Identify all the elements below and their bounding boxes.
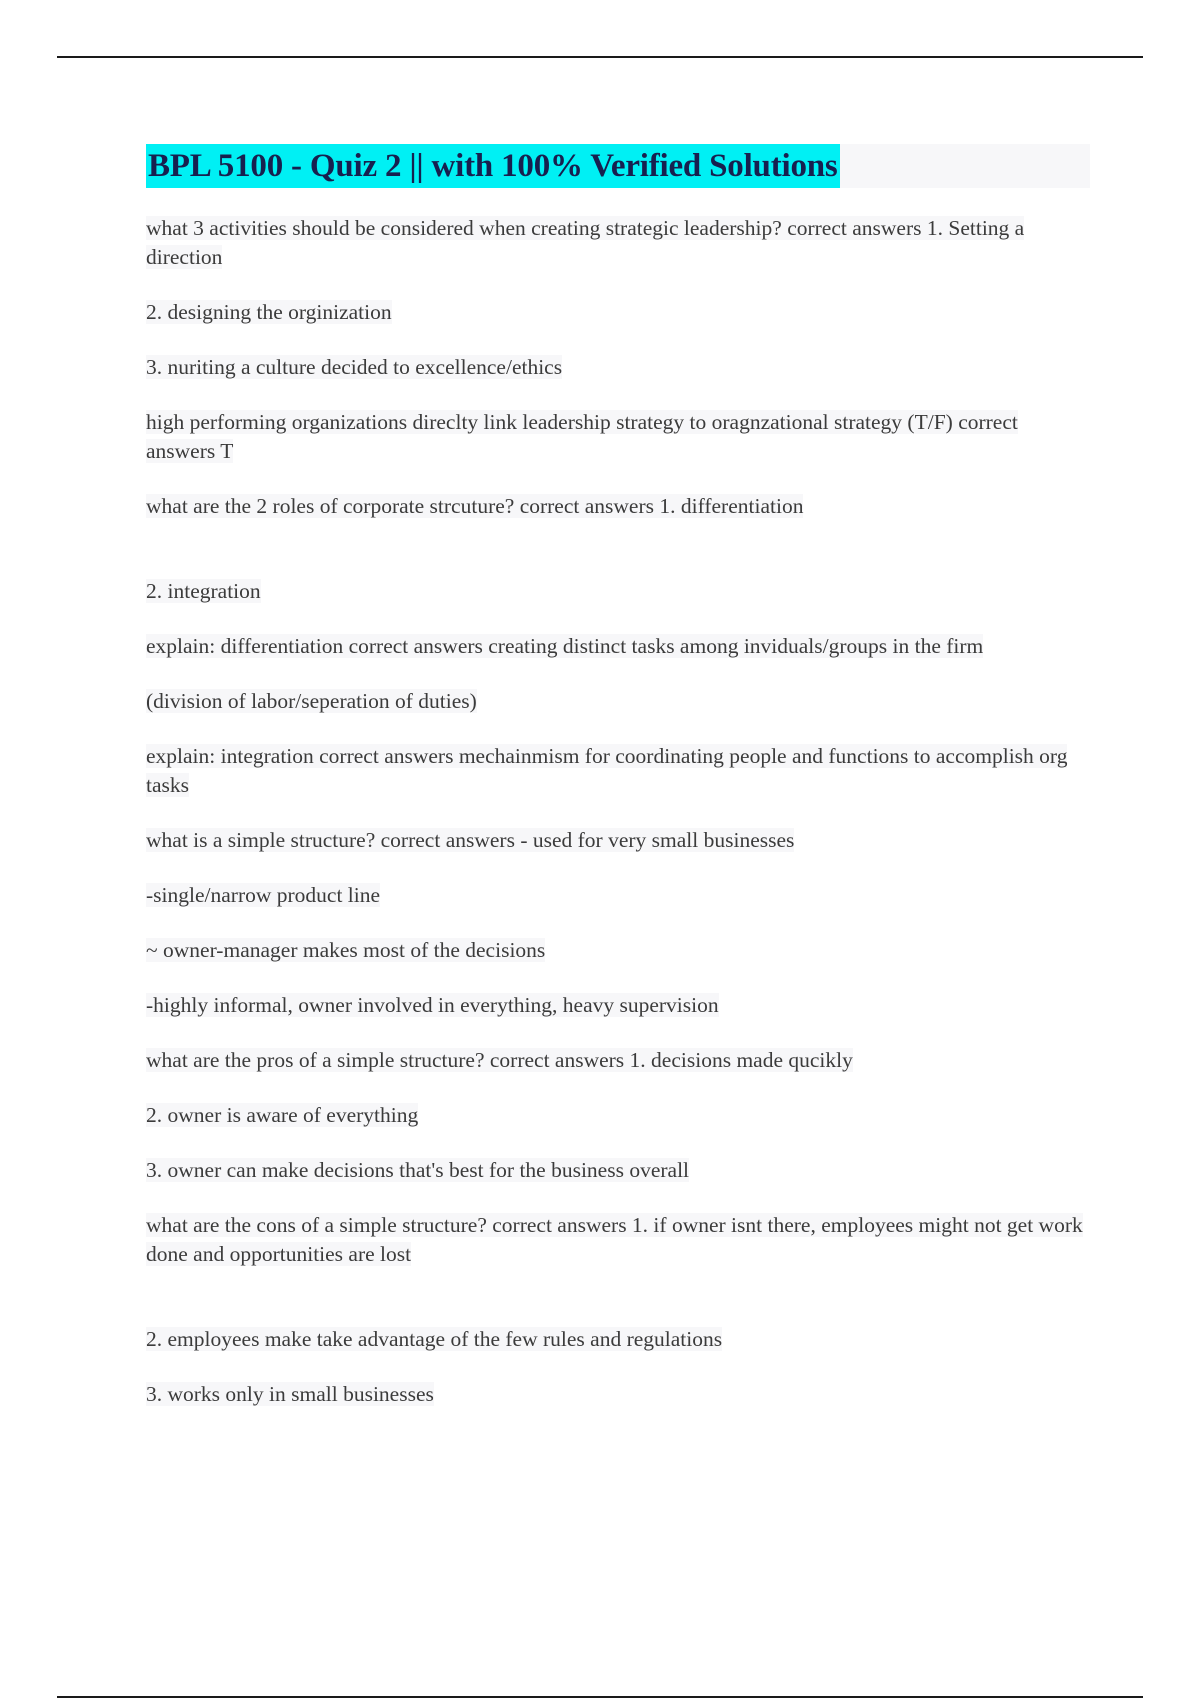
paragraph: 3. owner can make decisions that's best for the business overall — [146, 1158, 690, 1182]
paragraph: what is a simple structure? correct answers - used for very small businesses — [146, 828, 795, 852]
paragraph: 2. owner is aware of everything — [146, 1103, 419, 1127]
footer-rule — [57, 1696, 1143, 1698]
paragraph: high performing organizations direclty link leadership strategy to oragnzational strategy (T/F) correct answers T — [146, 410, 1018, 463]
paragraph: what 3 activities should be considered when creating strategic leadership? correct answers 1. Setting a direction — [146, 216, 1025, 269]
title-band — [146, 144, 1090, 188]
paragraph: 2. integration — [146, 579, 261, 603]
paragraph: what are the pros of a simple structure? correct answers 1. decisions made qucikly — [146, 1048, 853, 1072]
paragraph: explain: integration correct answers mechainmism for coordinating people and functions to accomplish org tasks — [146, 744, 1068, 797]
paragraph: what are the 2 roles of corporate strcuture? correct answers 1. differentiation — [146, 494, 804, 518]
document-title: BPL 5100 - Quiz 2 || with 100% Verified Solutions — [146, 144, 840, 188]
paragraph: 2. designing the orginization — [146, 300, 392, 324]
header-rule — [57, 56, 1143, 58]
paragraph: 3. works only in small businesses — [146, 1382, 434, 1406]
paragraph: what are the cons of a simple structure? correct answers 1. if owner isnt there, employees might not get work done and opportunities are lost — [146, 1213, 1083, 1266]
paragraph: 3. nuriting a culture decided to excellence/ethics — [146, 355, 563, 379]
paragraph: explain: differentiation correct answers creating distinct tasks among inviduals/groups in the firm — [146, 634, 984, 658]
paragraph: -single/narrow product line — [146, 883, 381, 907]
paragraph: 2. employees make take advantage of the few rules and regulations — [146, 1327, 723, 1351]
paragraph: (division of labor/seperation of duties) — [146, 689, 477, 713]
document-body — [146, 144, 1090, 1435]
paragraph: ~ owner-manager makes most of the decisions — [146, 938, 546, 962]
paragraph: -highly informal, owner involved in everything, heavy supervision — [146, 993, 719, 1017]
